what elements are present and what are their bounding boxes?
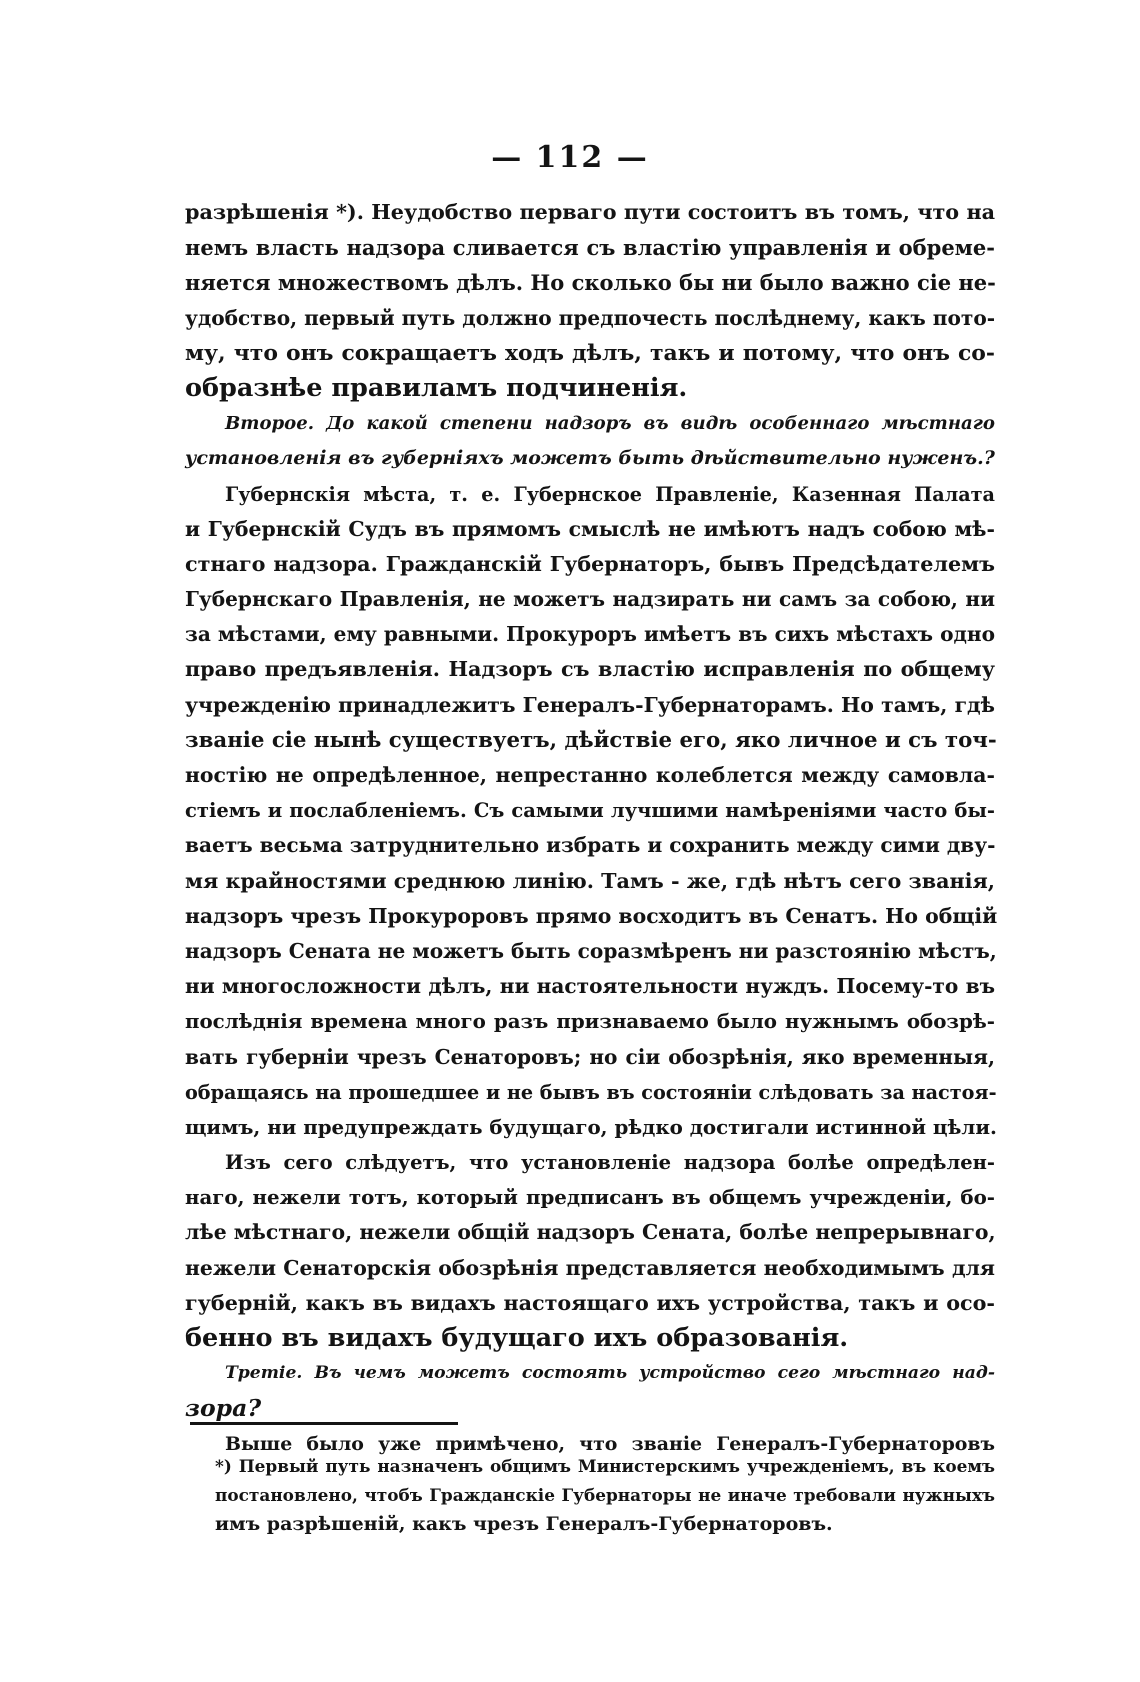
text-line: Губернскаго Правленія, не можетъ надзирать ни самъ за собою, ни bbox=[185, 587, 995, 612]
footnote bbox=[215, 1452, 995, 1539]
text-line: и Губернскій Судъ въ прямомъ смыслѣ не имѣютъ надъ собою мѣ- bbox=[185, 516, 995, 541]
text-line: званіе сіе нынѣ существуетъ, дѣйствіе его, яко личное и съ точ- bbox=[185, 727, 997, 753]
text-line: за мѣстами, ему равными. Прокуроръ имѣетъ въ сихъ мѣстахъ одно bbox=[185, 622, 995, 647]
text-line: немъ власть надзора сливается съ властію управленія и обреме- bbox=[185, 235, 995, 261]
text-line: разрѣшенія *). Неудобство перваго пути состоитъ въ томъ, что на bbox=[185, 200, 995, 224]
text-line: стнаго надзора. Гражданскій Губернаторъ, бывъ Предсѣдателемъ bbox=[185, 551, 995, 576]
text-line: учрежденію принадлежитъ Генералъ-Губернаторамъ. Но тамъ, гдѣ bbox=[185, 692, 995, 717]
text-line: надзоръ Сената не можетъ быть соразмѣренъ ни разстоянію мѣстъ, bbox=[185, 938, 997, 963]
text-line: лѣе мѣстнаго, нежели общій надзоръ Сената, болѣе непрерывнаго, bbox=[185, 1220, 996, 1245]
text-line: обращаясь на прошедшее и не бывъ въ состояніи слѣдовать за настоя- bbox=[185, 1080, 997, 1104]
main-text bbox=[185, 195, 998, 1462]
text-line: зора? bbox=[185, 1394, 262, 1423]
text-line: му, что онъ сокращаетъ ходъ дѣлъ, такъ и потому, что онъ со- bbox=[185, 339, 995, 366]
footnote-line: постановлено, чтобъ Гражданскіе Губернаторы не иначе требовали нужныхъ bbox=[215, 1485, 995, 1505]
text-line: ваетъ весьма затруднительно избрать и сохранить между сими дву- bbox=[185, 833, 996, 858]
text-line: губерній, какъ въ видахъ настоящаго ихъ устройства, такъ и осо- bbox=[185, 1290, 995, 1315]
text-line: удобство, первый путь должно предпочесть послѣднему, какъ пото- bbox=[185, 305, 996, 330]
text-line: право предъявленія. Надзоръ съ властію исправленія по общему bbox=[185, 657, 995, 682]
text-line: надзоръ чрезъ Прокуроровъ прямо восходитъ въ Сенатъ. Но общій bbox=[185, 903, 998, 928]
text-line: мя крайностями среднюю линію. Тамъ - же, гдѣ нѣтъ сего званія, bbox=[185, 868, 995, 893]
text-line: наго, нежели тотъ, который предписанъ въ общемъ учрежденіи, бо- bbox=[185, 1185, 995, 1210]
text-line: Выше было уже примѣчено, что званіе Генералъ-Губернаторовъ bbox=[225, 1432, 995, 1455]
text-line: щимъ, ни предупреждать будущаго, рѣдко достигали истинной цѣли. bbox=[185, 1114, 997, 1139]
page-number: — 112 — bbox=[491, 140, 649, 175]
text-line: установленія въ губерніяхъ можетъ быть дѣйствительно нуженъ.? bbox=[185, 447, 995, 470]
text-line: стіемъ и послабленіемъ. Съ самыми лучшими намѣреніями часто бы- bbox=[185, 799, 995, 823]
text-line: няется множествомъ дѣлъ. Но сколько бы ни было важно сіе не- bbox=[185, 270, 996, 296]
footnote-line: имъ разрѣшеній, какъ чрезъ Генералъ-Губернаторовъ. bbox=[215, 1513, 833, 1535]
text-line: образнѣе правиламъ подчиненія. bbox=[185, 372, 688, 403]
text-line: послѣднія времена много разъ признаваемо было нужнымъ обозрѣ- bbox=[185, 1009, 995, 1034]
text-line: Третіе. Въ чемъ можетъ состоять устройство сего мѣстнаго над- bbox=[225, 1363, 995, 1384]
text-line: Изъ сего слѣдуетъ, что установленіе надзора болѣе опредѣлен- bbox=[225, 1151, 995, 1175]
text-line: ностію не опредѣленное, непрестанно колеблется между самовла- bbox=[185, 763, 995, 787]
footnote-divider bbox=[190, 1422, 458, 1425]
text-line: бенно въ видахъ будущаго ихъ образованія. bbox=[185, 1323, 849, 1353]
text-line: ни многосложности дѣлъ, ни настоятельности нуждъ. Посему-то въ bbox=[185, 974, 995, 999]
footnote-line: *) Первый путь назначенъ общимъ Министерскимъ учрежденіемъ, въ коемъ bbox=[215, 1456, 995, 1476]
text-line: вать губерніи чрезъ Сенаторовъ; но сіи обозрѣнія, яко временныя, bbox=[185, 1044, 995, 1069]
text-line: Второе. До какой степени надзоръ въ видѣ особеннаго мѣстнаго bbox=[225, 413, 995, 435]
text-line: Губернскія мѣста, т. е. Губернское Правленіе, Казенная Палата bbox=[225, 482, 995, 506]
text-line: нежели Сенаторскія обозрѣнія представляется необходимымъ для bbox=[185, 1255, 995, 1280]
